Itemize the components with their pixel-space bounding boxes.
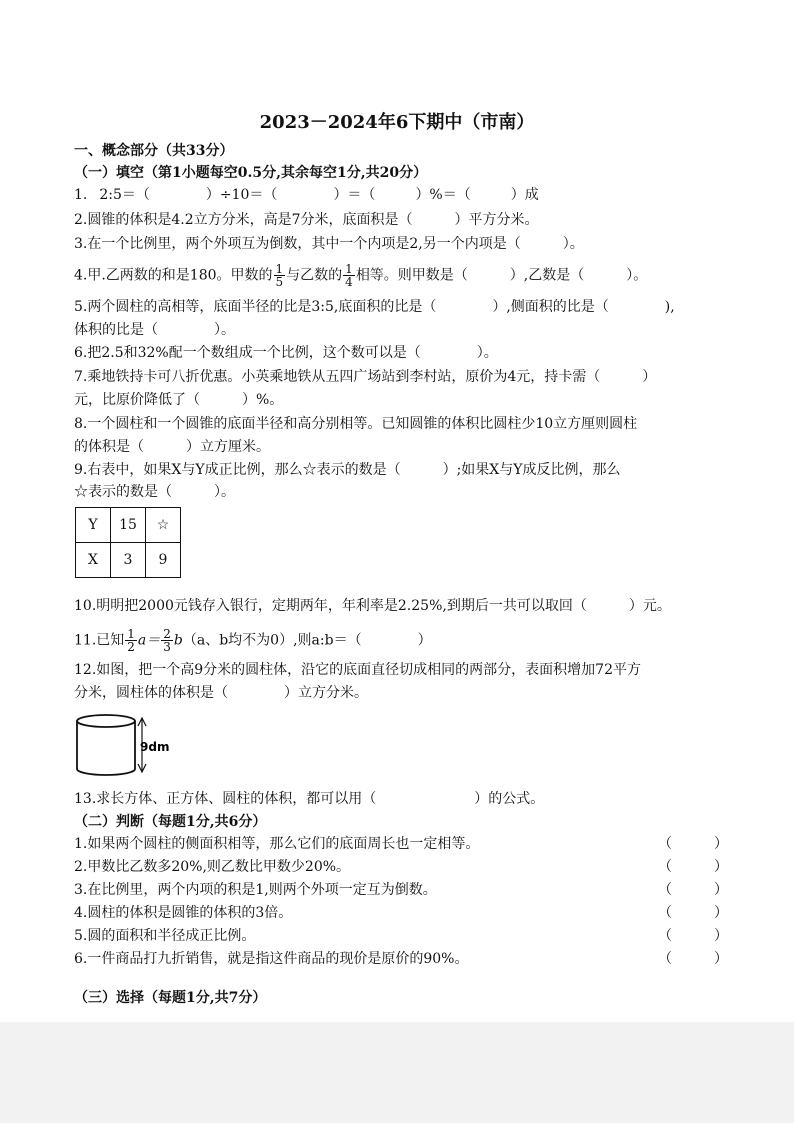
answer-parentheses: （ ） (658, 928, 728, 944)
fraction: $\frac{1}{2}$ (127, 627, 135, 654)
answer-parentheses: （ ） (658, 882, 728, 898)
question-9-line2: ☆表示的数是（ ）。 (74, 484, 235, 500)
question-1: 1. 2:5＝（ ）÷10＝（ ）＝（ ）%＝（ ）成 (74, 187, 539, 203)
judge-item: 1.如果两个圆柱的侧面积相等，那么它们的底面周长也一定相等。 (74, 836, 480, 852)
question-12-line1: 12.如图，把一个高9分米的圆柱体，沿它的底面直径切成相同的两部分，表面积增加72平方 (74, 662, 641, 678)
cylinder-diagram (74, 713, 170, 779)
question-5-line2: 体积的比是（ ）。 (74, 322, 235, 338)
judge-item: 6.一件商品打九折销售，就是指这件商品的现价是原价的90%。 (74, 951, 469, 967)
judge-section-heading: （二）判断（每题1分,共6分） (74, 814, 267, 830)
xy-table (75, 507, 181, 578)
question-7-line1: 7.乘地铁持卡可八折优惠。小英乘地铁从五四广场站到李村站，原价为4元，持卡需（ ） (74, 369, 657, 385)
question-7-line2: 元，比原价降低了（ ）%。 (74, 392, 284, 408)
part1-heading: 一、概念部分（共33分） (74, 143, 234, 159)
table-row: X 3 9 (76, 543, 181, 578)
question-6: 6.把2.5和32%配一个数组成一个比例，这个数可以是（ ）。 (74, 345, 498, 361)
fraction: $\frac{1}{5}$ (275, 262, 284, 289)
question-5-line1: 5.两个圆柱的高相等，底面半径的比是3:5,底面积的比是（ ）,侧面积的比是（ ), (74, 299, 675, 315)
question-3: 3.在一个比例里，两个外项互为倒数，其中一个内项是2,另一个内项是（ ）。 (74, 236, 584, 252)
question-12-line2: 分米，圆柱体的体积是（ ）立方分米。 (74, 685, 368, 701)
question-8-line1: 8.一个圆柱和一个圆锥的底面半径和高分别相等。已知圆锥的体积比圆柱少10立方厘则圆柱 (74, 416, 638, 432)
question-4: 4.甲.乙两数的和是180。甲数的 $\frac{1}{5}$ 与乙数的 $\frac{1}{4}$ 相等。则甲数是（ ）,乙数是（ ）。 (74, 262, 648, 289)
judge-item: 2.甲数比乙数多20%,则乙数比甲数少20%。 (74, 859, 351, 875)
question-2: 2.圆锥的体积是4.2立方分米，高是7分米，底面积是（ ）平方分米。 (74, 212, 539, 228)
judge-item: 5.圆的面积和半径成正比例。 (74, 928, 256, 944)
fraction: $\frac{2}{3}$ (163, 627, 171, 654)
question-13: 13.求长方体、正方体、圆柱的体积，都可以用（ ）的公式。 (74, 791, 545, 807)
answer-parentheses: （ ） (658, 905, 728, 921)
answer-parentheses: （ ） (658, 836, 728, 852)
judge-item: 4.圆柱的体积是圆锥的体积的3倍。 (74, 905, 293, 921)
fill-section-heading: （一）填空（第1小题每空0.5分,其余每空1分,共20分） (74, 165, 428, 181)
svg-text:9dm: 9dm (140, 740, 170, 754)
fraction: $\frac{1}{4}$ (345, 262, 353, 289)
question-10: 10.明明把2000元钱存入银行，定期两年，年利率是2.25%,到期后一共可以取回（ ）元。 (74, 598, 671, 614)
table-row: Y 15 ☆ (76, 508, 181, 543)
question-8-line2: 的体积是（ ）立方厘米。 (74, 439, 270, 455)
page-title: 2023－2024年6下期中（市南） (259, 112, 535, 133)
answer-parentheses: （ ） (658, 859, 728, 875)
judge-item: 3.在比例里，两个内项的积是1,则两个外项一定互为倒数。 (74, 882, 437, 898)
answer-parentheses: （ ） (658, 951, 728, 967)
question-9-line1: 9.右表中，如果X与Y成正比例，那么☆表示的数是（ ）;如果X与Y成反比例，那么 (74, 462, 621, 478)
question-11: 11.已知 $\frac{1}{2}$ a＝ $\frac{2}{3}$ b（a、b均不为0）,则a:b＝（ ） (74, 627, 432, 654)
choice-section-heading: （三）选择（每题1分,共7分） (74, 990, 267, 1006)
